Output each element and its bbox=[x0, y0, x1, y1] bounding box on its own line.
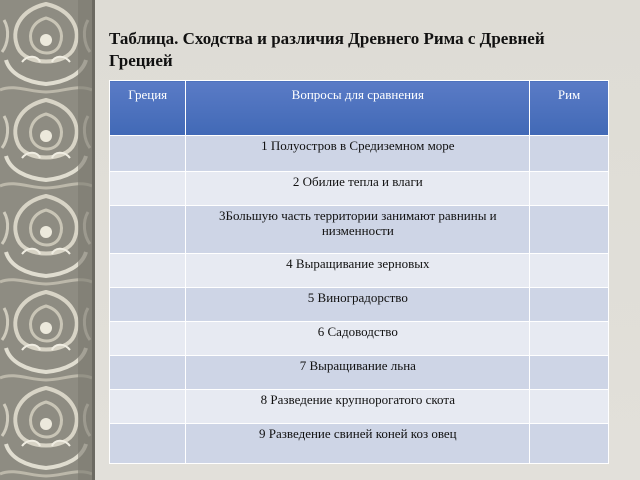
header-rome: Рим bbox=[530, 81, 609, 136]
cell-rome[interactable] bbox=[530, 356, 609, 390]
table-row bbox=[110, 424, 609, 464]
cell-greece[interactable] bbox=[110, 322, 186, 356]
cell-rome[interactable] bbox=[530, 206, 609, 254]
comparison-table bbox=[109, 80, 609, 464]
cell-question: 2 Обилие тепла и влаги bbox=[186, 172, 530, 206]
cell-rome[interactable] bbox=[530, 390, 609, 424]
cell-rome[interactable] bbox=[530, 322, 609, 356]
cell-greece[interactable] bbox=[110, 172, 186, 206]
table-row bbox=[110, 322, 609, 356]
cell-rome[interactable] bbox=[530, 254, 609, 288]
decorative-ornament-border bbox=[0, 0, 92, 480]
table-row bbox=[110, 288, 609, 322]
table-row bbox=[110, 356, 609, 390]
cell-rome[interactable] bbox=[530, 172, 609, 206]
cell-greece[interactable] bbox=[110, 390, 186, 424]
cell-rome[interactable] bbox=[530, 424, 609, 464]
cell-greece[interactable] bbox=[110, 136, 186, 172]
cell-question: 5 Виноградорство bbox=[186, 288, 530, 322]
table-header-row bbox=[110, 81, 609, 136]
header-questions: Вопросы для сравнения bbox=[186, 81, 530, 136]
table-row bbox=[110, 136, 609, 172]
table-row bbox=[110, 254, 609, 288]
table-row bbox=[110, 206, 609, 254]
cell-rome[interactable] bbox=[530, 288, 609, 322]
cell-question: 6 Садоводство bbox=[186, 322, 530, 356]
cell-question: 1 Полуостров в Средиземном море bbox=[186, 136, 530, 172]
cell-greece[interactable] bbox=[110, 356, 186, 390]
cell-question: 3Большую часть территории занимают равнины и низменности bbox=[186, 206, 530, 254]
cell-question: 7 Выращивание льна bbox=[186, 356, 530, 390]
slide-content bbox=[95, 0, 640, 480]
cell-greece[interactable] bbox=[110, 424, 186, 464]
cell-greece[interactable] bbox=[110, 288, 186, 322]
cell-question: 4 Выращивание зерновых bbox=[186, 254, 530, 288]
cell-greece[interactable] bbox=[110, 206, 186, 254]
cell-question: 8 Разведение крупнорогатого скота bbox=[186, 390, 530, 424]
cell-greece[interactable] bbox=[110, 254, 186, 288]
cell-rome[interactable] bbox=[530, 136, 609, 172]
table-row bbox=[110, 172, 609, 206]
slide-title: Таблица. Сходства и различия Древнего Рима с Древней Грецией bbox=[109, 29, 545, 70]
cell-question: 9 Разведение свиней коней коз овец bbox=[186, 424, 530, 464]
table-row bbox=[110, 390, 609, 424]
header-greece: Греция bbox=[110, 81, 186, 136]
